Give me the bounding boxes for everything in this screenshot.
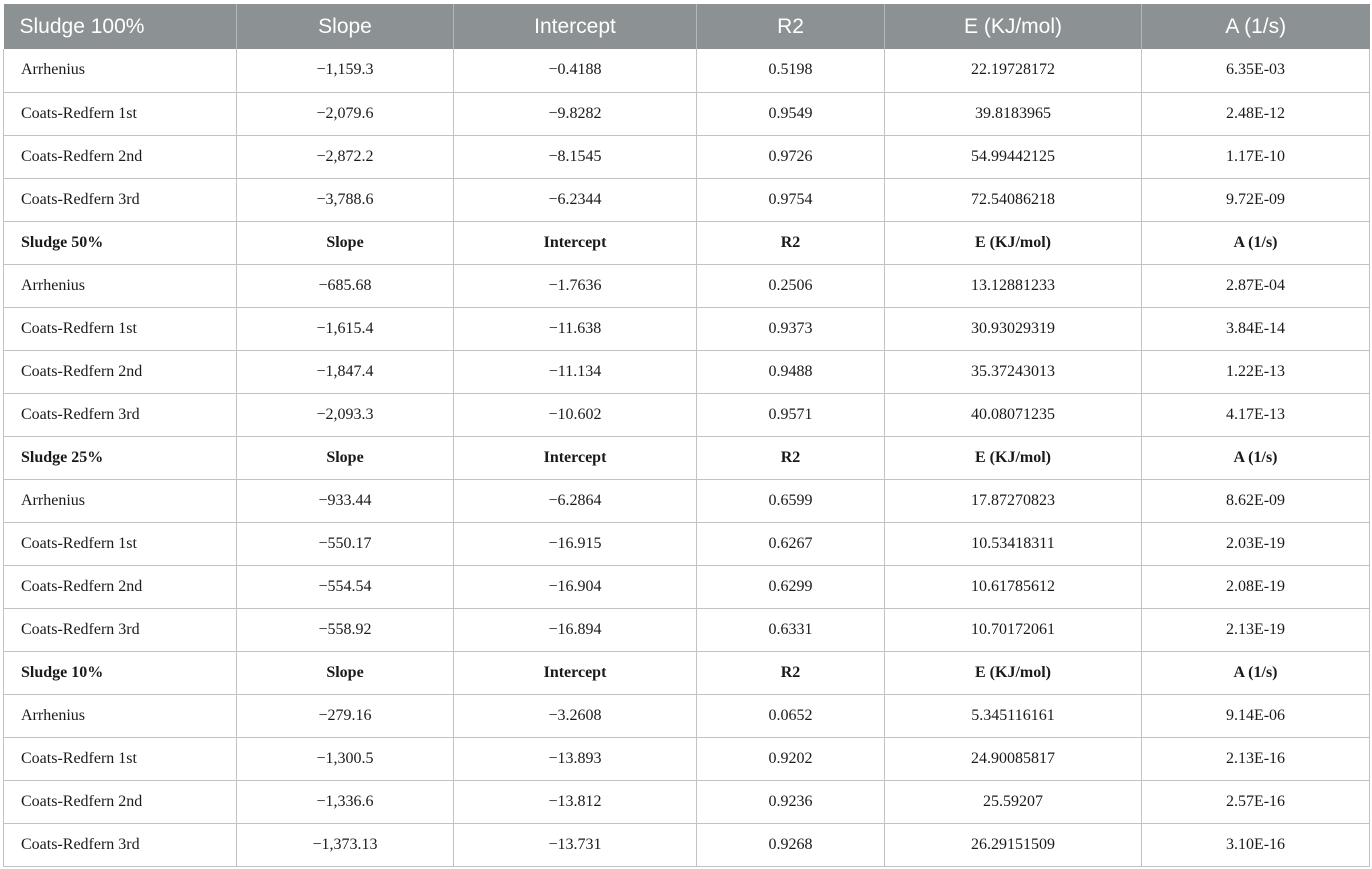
table-cell: 30.93029319 <box>885 307 1142 350</box>
table-cell: −16.894 <box>454 608 697 651</box>
table-cell: 2.48E-12 <box>1142 92 1370 135</box>
kinetics-table <box>3 4 1370 867</box>
table-header <box>4 4 1370 49</box>
table-row <box>4 479 1370 522</box>
table-cell: 0.6299 <box>697 565 885 608</box>
table-cell: 22.19728172 <box>885 49 1142 92</box>
table-cell: −1,336.6 <box>237 780 454 823</box>
header-cell-energy: E (KJ/mol) <box>885 4 1142 49</box>
table-cell: Intercept <box>454 436 697 479</box>
table-cell: R2 <box>697 221 885 264</box>
table-cell: −6.2344 <box>454 178 697 221</box>
table-cell: R2 <box>697 436 885 479</box>
table-body <box>4 49 1370 866</box>
table-cell: 0.6599 <box>697 479 885 522</box>
table-cell: 17.87270823 <box>885 479 1142 522</box>
table-cell: −1,159.3 <box>237 49 454 92</box>
table-cell: 0.9754 <box>697 178 885 221</box>
model-name-cell: Arrhenius <box>4 49 237 92</box>
table-cell: 2.13E-16 <box>1142 737 1370 780</box>
table-row <box>4 178 1370 221</box>
table-cell: 25.59207 <box>885 780 1142 823</box>
table-cell: 10.53418311 <box>885 522 1142 565</box>
model-name-cell: Arrhenius <box>4 264 237 307</box>
model-name-cell: Coats-Redfern 2nd <box>4 350 237 393</box>
table-cell: 0.2506 <box>697 264 885 307</box>
table-cell: 2.87E-04 <box>1142 264 1370 307</box>
table-cell: −685.68 <box>237 264 454 307</box>
table-row <box>4 565 1370 608</box>
header-cell-sample: Sludge 100% <box>4 4 237 49</box>
table-cell: 1.22E-13 <box>1142 350 1370 393</box>
table-cell: A (1/s) <box>1142 436 1370 479</box>
table-cell: 2.57E-16 <box>1142 780 1370 823</box>
header-cell-intercept: Intercept <box>454 4 697 49</box>
table-cell: −13.731 <box>454 823 697 866</box>
table-cell: E (KJ/mol) <box>885 651 1142 694</box>
section-header-row <box>4 221 1370 264</box>
header-row <box>4 4 1370 49</box>
table-cell: −1.7636 <box>454 264 697 307</box>
table-cell: −11.638 <box>454 307 697 350</box>
table-cell: 24.90085817 <box>885 737 1142 780</box>
table-cell: −558.92 <box>237 608 454 651</box>
section-header-row <box>4 651 1370 694</box>
model-name-cell: Coats-Redfern 3rd <box>4 393 237 436</box>
section-label: Sludge 10% <box>4 651 237 694</box>
table-cell: 10.61785612 <box>885 565 1142 608</box>
model-name-cell: Coats-Redfern 1st <box>4 522 237 565</box>
table-cell: 3.10E-16 <box>1142 823 1370 866</box>
table-row <box>4 350 1370 393</box>
table-cell: 40.08071235 <box>885 393 1142 436</box>
table-cell: 0.9726 <box>697 135 885 178</box>
table-cell: 5.345116161 <box>885 694 1142 737</box>
model-name-cell: Coats-Redfern 2nd <box>4 565 237 608</box>
table-cell: 2.13E-19 <box>1142 608 1370 651</box>
model-name-cell: Arrhenius <box>4 694 237 737</box>
table-row <box>4 393 1370 436</box>
table-cell: 0.9236 <box>697 780 885 823</box>
model-name-cell: Coats-Redfern 1st <box>4 92 237 135</box>
table-cell: −1,373.13 <box>237 823 454 866</box>
table-cell: −550.17 <box>237 522 454 565</box>
table-cell: A (1/s) <box>1142 221 1370 264</box>
table-row <box>4 522 1370 565</box>
table-cell: 0.6267 <box>697 522 885 565</box>
table-cell: E (KJ/mol) <box>885 221 1142 264</box>
table-row <box>4 307 1370 350</box>
table-cell: 2.03E-19 <box>1142 522 1370 565</box>
table-cell: 0.9571 <box>697 393 885 436</box>
header-cell-r2: R2 <box>697 4 885 49</box>
table-cell: 0.9268 <box>697 823 885 866</box>
header-cell-slope: Slope <box>237 4 454 49</box>
table-cell: 39.8183965 <box>885 92 1142 135</box>
table-cell: 3.84E-14 <box>1142 307 1370 350</box>
table-cell: 72.54086218 <box>885 178 1142 221</box>
table-cell: −933.44 <box>237 479 454 522</box>
table-cell: R2 <box>697 651 885 694</box>
table-cell: −16.915 <box>454 522 697 565</box>
table-cell: −0.4188 <box>454 49 697 92</box>
section-label: Sludge 25% <box>4 436 237 479</box>
table-cell: 0.5198 <box>697 49 885 92</box>
table-cell: 54.99442125 <box>885 135 1142 178</box>
table-cell: 35.37243013 <box>885 350 1142 393</box>
table-cell: −16.904 <box>454 565 697 608</box>
model-name-cell: Coats-Redfern 1st <box>4 737 237 780</box>
table-cell: −2,079.6 <box>237 92 454 135</box>
table-cell: Slope <box>237 651 454 694</box>
table-row <box>4 49 1370 92</box>
table-cell: Intercept <box>454 651 697 694</box>
table-row <box>4 135 1370 178</box>
table-cell: −3.2608 <box>454 694 697 737</box>
model-name-cell: Arrhenius <box>4 479 237 522</box>
table-cell: 0.0652 <box>697 694 885 737</box>
table-cell: 6.35E-03 <box>1142 49 1370 92</box>
table-row <box>4 694 1370 737</box>
table-cell: −1,300.5 <box>237 737 454 780</box>
table-cell: A (1/s) <box>1142 651 1370 694</box>
table-cell: 4.17E-13 <box>1142 393 1370 436</box>
table-row <box>4 264 1370 307</box>
table-cell: 0.9373 <box>697 307 885 350</box>
table-cell: −9.8282 <box>454 92 697 135</box>
table-cell: 2.08E-19 <box>1142 565 1370 608</box>
model-name-cell: Coats-Redfern 2nd <box>4 780 237 823</box>
table-row <box>4 92 1370 135</box>
table-row <box>4 737 1370 780</box>
table-cell: −554.54 <box>237 565 454 608</box>
table-cell: −13.893 <box>454 737 697 780</box>
header-cell-preexponential: A (1/s) <box>1142 4 1370 49</box>
table-cell: 26.29151509 <box>885 823 1142 866</box>
table-cell: −13.812 <box>454 780 697 823</box>
table-cell: 10.70172061 <box>885 608 1142 651</box>
section-label: Sludge 50% <box>4 221 237 264</box>
table-cell: 9.72E-09 <box>1142 178 1370 221</box>
table-cell: 9.14E-06 <box>1142 694 1370 737</box>
model-name-cell: Coats-Redfern 1st <box>4 307 237 350</box>
table-cell: −8.1545 <box>454 135 697 178</box>
table-cell: Intercept <box>454 221 697 264</box>
table-row <box>4 823 1370 866</box>
model-name-cell: Coats-Redfern 3rd <box>4 823 237 866</box>
table-cell: 8.62E-09 <box>1142 479 1370 522</box>
table-cell: −279.16 <box>237 694 454 737</box>
table-cell: 0.6331 <box>697 608 885 651</box>
table-cell: 0.9202 <box>697 737 885 780</box>
table-cell: −11.134 <box>454 350 697 393</box>
table-row <box>4 608 1370 651</box>
model-name-cell: Coats-Redfern 3rd <box>4 178 237 221</box>
table-cell: E (KJ/mol) <box>885 436 1142 479</box>
table-cell: −1,615.4 <box>237 307 454 350</box>
table-cell: −2,093.3 <box>237 393 454 436</box>
table-cell: 1.17E-10 <box>1142 135 1370 178</box>
table-cell: −3,788.6 <box>237 178 454 221</box>
section-header-row <box>4 436 1370 479</box>
table-row <box>4 780 1370 823</box>
table-cell: −6.2864 <box>454 479 697 522</box>
table-cell: 13.12881233 <box>885 264 1142 307</box>
table-cell: 0.9549 <box>697 92 885 135</box>
table-cell: −2,872.2 <box>237 135 454 178</box>
table-cell: Slope <box>237 221 454 264</box>
model-name-cell: Coats-Redfern 3rd <box>4 608 237 651</box>
model-name-cell: Coats-Redfern 2nd <box>4 135 237 178</box>
table-cell: −10.602 <box>454 393 697 436</box>
table-cell: 0.9488 <box>697 350 885 393</box>
table-cell: −1,847.4 <box>237 350 454 393</box>
table-cell: Slope <box>237 436 454 479</box>
